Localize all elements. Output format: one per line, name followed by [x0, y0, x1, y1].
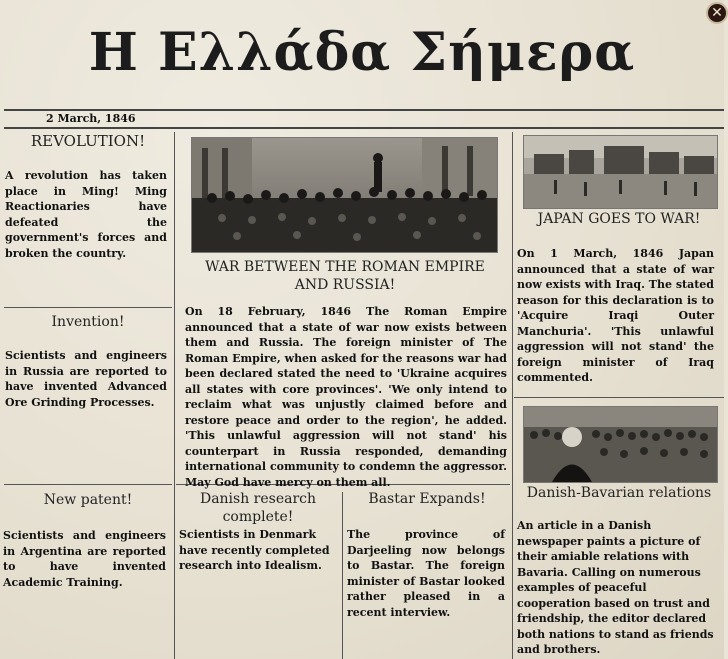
war-photo: [191, 137, 498, 253]
invention-body: Scientists and engineers in Russia are reported to have invented Advanced Ore Grinding Processes.: [5, 349, 167, 409]
newspaper-masthead: Η Ελλάδα Σήμερα: [88, 22, 636, 83]
masthead-rule-bottom: [4, 127, 724, 129]
masthead-rule-top: [4, 109, 724, 111]
patent-body: Scientists and engineers in Argentina are reported to have invented Academic Training.: [3, 529, 166, 589]
revolution-body: A revolution has taken place in Ming! Ming Reactionaries have defeated the government's forces and broken the country.: [5, 169, 167, 260]
japan-photo: [523, 135, 718, 209]
section-rule: [4, 307, 172, 308]
japan-headline: JAPAN GOES TO WAR!: [537, 211, 701, 227]
close-button[interactable]: ✕: [706, 2, 728, 24]
soldiers-photo-image: [192, 138, 497, 252]
danish-bavarian-headline: Danish-Bavarian relations: [526, 485, 712, 501]
column-divider: [512, 132, 513, 659]
column-divider: [174, 132, 175, 659]
town-photo-image: [524, 136, 717, 208]
invention-headline: Invention!: [51, 314, 125, 330]
crowd-photo-image: [524, 407, 717, 482]
danish-bavarian-photo: [523, 406, 718, 483]
danish-research-headline: Danish research complete!: [199, 491, 317, 525]
column-divider: [342, 492, 343, 659]
issue-date: 2 March, 1846: [46, 112, 136, 125]
section-rule: [4, 484, 172, 485]
danish-research-body: Scientists in Denmark have recently completed research into Idealism.: [179, 528, 330, 572]
bastar-body: The province of Darjeeling now belongs to Bastar. The foreign minister of Bastar looked rather pleased in a recent interview.: [347, 528, 505, 619]
revolution-headline: REVOLUTION!: [30, 132, 146, 150]
war-main-headline: WAR BETWEEN THE ROMAN EMPIRE AND RUSSIA!: [205, 259, 485, 293]
section-rule: [514, 397, 724, 398]
war-main-body: On 18 February, 1846 The Roman Empire announced that a state of war now exists between them and Russia. The foreign minister of The Roman Empire, when asked for the reasons war had been declared stated the need to 'Ukraine acquires all states with core provinces'. 'We only intend to reclaim what was unjustly claimed before and restore peace and order to the region', he added. 'This unlawful aggression will not stand' his counterpart in Russia responded, demanding international community to condemn the aggressor. May God have mercy on them all.: [185, 305, 507, 489]
patent-headline: New patent!: [43, 492, 133, 508]
bastar-headline: Bastar Expands!: [368, 491, 486, 507]
japan-body: On 1 March, 1846 Japan announced that a state of war now exists with Iraq. The stated reason for this declaration is to 'Acquire Iraqi Outer Manchuria'. 'This unlawful aggression will not stand' the foreign minister of Iraq commented.: [517, 247, 714, 384]
danish-bavarian-body: An article in a Danish newspaper paints a picture of their amiable relations with Bavaria. Calling on numerous examples of peaceful cooperation based on trust and friendship, the editor declared both nations to stand as friends and brothers.: [517, 519, 714, 656]
